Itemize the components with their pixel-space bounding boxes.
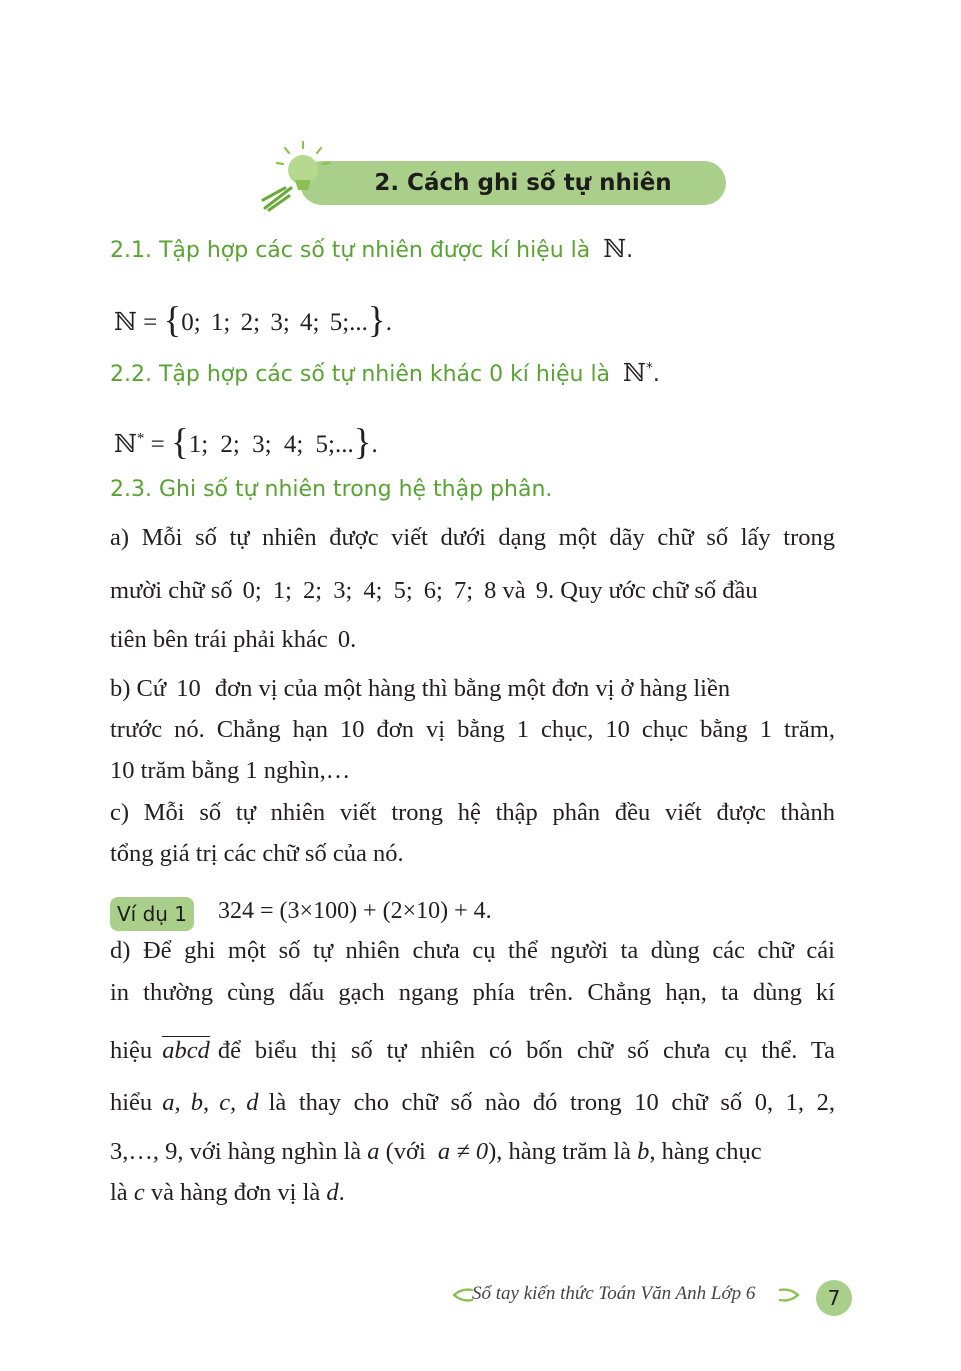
nonzero-set-definition [114,422,378,463]
abcd-overlined: abcd [162,1037,210,1064]
para-a-line1: a) Mỗi số tự nhiên được viết dưới dạng một dãy chữ số lấy trong [110,524,835,551]
example-badge: Ví dụ 1 [110,897,194,931]
para-a-and: và [502,577,526,604]
natural-numbers-symbol: ℕ [603,234,627,263]
para-b-ten: 10 [176,675,201,702]
section-title: 2. Cách ghi số tự nhiên [374,170,672,196]
set-n-lhs: ℕ [114,307,137,336]
var-b: b [637,1138,650,1165]
para-d-line5-with: (với [385,1138,426,1165]
para-d-line3-end: để biểu thị số tự nhiên có bốn chữ số chưa cụ thể. Ta [217,1037,835,1064]
para-d-line1: d) Để ghi một số tự nhiên chưa cụ thể người ta dùng các chữ cái [110,937,835,964]
nonzero-naturals-symbol: ℕ [623,358,646,387]
para-d-line6 [110,1179,345,1207]
para-d-line6-mid: và hàng đơn vị là [150,1179,321,1206]
para-a-line2-start: mười chữ số [110,577,233,604]
para-d-line5-end: , hàng chục [649,1138,762,1165]
set-nstar-close-brace: } [353,422,372,463]
para-b-line1-start: b) Cứ [110,675,167,702]
set-n-eq: = [143,309,158,336]
para-a-zero: 0 [337,626,351,653]
para-a-digits: 0; 1; 2; 3; 4; 5; 6; 7; 8 [242,577,497,604]
set-nstar-star: * [136,430,145,447]
leaf-left-icon [452,1286,474,1304]
condition-a-nonzero: a ≠ 0 [437,1138,489,1165]
para-d-line4-end: là thay cho chữ số nào đó trong 10 chữ số 0, 1, 2, [268,1089,835,1116]
para-d-line5-start: 3,…, 9, với hàng nghìn là [110,1138,362,1165]
set-nstar-open-brace: { [170,422,189,463]
para-d-line4 [110,1089,835,1117]
subheading-2-2-end: . [652,362,660,387]
set-nstar-eq: = [150,431,165,458]
para-b-line1-end: đơn vị của một hàng thì bằng một đơn vị ở hàng liền [214,675,731,702]
natural-set-definition [114,300,392,341]
para-a-line3-end: . [350,626,357,653]
subheading-2-2 [110,358,660,387]
nonzero-naturals-star: * [645,360,653,377]
para-d-line6-start: là [110,1179,128,1206]
var-d: d [326,1179,339,1206]
para-d-line6-end: . [338,1179,345,1206]
para-d-line4-start: hiểu [110,1089,153,1116]
para-c-line1: c) Mỗi số tự nhiên viết trong hệ thập phân đều viết được thành [110,799,835,826]
para-a-line2-end: . Quy ước chữ số đầu [548,577,758,604]
example-formula [218,898,492,925]
var-c: c [133,1179,145,1206]
subheading-2-3: 2.3. Ghi số tự nhiên trong hệ thập phân. [110,477,553,502]
set-nstar-lhs: ℕ [114,429,137,458]
para-b-line2: trước nó. Chẳng hạn 10 đơn vị bằng 1 chục, 10 chục bằng 1 trăm, [110,716,835,743]
para-d-line5-mid: ), hàng trăm là [488,1138,631,1165]
set-n-close-brace: } [367,300,386,341]
subheading-2-1-end: . [626,238,634,263]
var-a: a [367,1138,380,1165]
set-n-items: 0; 1; 2; 3; 4; 5;... [181,309,368,336]
set-nstar-items: 1; 2; 3; 4; 5;... [188,431,354,458]
para-a-line3-start: tiên bên trái phải khác [110,626,328,653]
para-a-nine: 9 [535,577,549,604]
para-d-line5 [110,1138,835,1166]
para-a-line3 [110,626,356,654]
para-b-line3: 10 trăm bằng 1 nghìn,… [110,757,351,784]
para-a-line2 [110,577,758,605]
subheading-2-1-text: 2.1. Tập hợp các số tự nhiên được kí hiệu là [110,238,591,263]
footer-book-title: Sổ tay kiến thức Toán Văn Anh Lớp 6 [472,1283,756,1304]
para-d-vars: a, b, c, d [162,1089,259,1116]
example-formula-end: . [485,898,492,924]
para-c-line2: tổng giá trị các chữ số của nó. [110,840,404,867]
para-d-line3 [110,1036,835,1065]
para-d-line2: in thường cùng dấu gạch ngang phía trên. Chẳng hạn, ta dùng kí [110,979,835,1006]
set-nstar-end: . [371,431,378,458]
subheading-2-1 [110,234,633,263]
example-formula-text: 324 = (3×100) + (2×10) + 4 [218,898,486,924]
set-n-open-brace: { [163,300,182,341]
leaf-right-icon [778,1286,800,1304]
para-b-line1 [110,675,730,703]
subheading-2-2-text: 2.2. Tập hợp các số tự nhiên khác 0 kí hiệu là [110,362,611,387]
para-d-line3-start: hiệu [110,1037,153,1064]
page-number: 7 [816,1280,852,1316]
set-n-end: . [385,309,392,336]
